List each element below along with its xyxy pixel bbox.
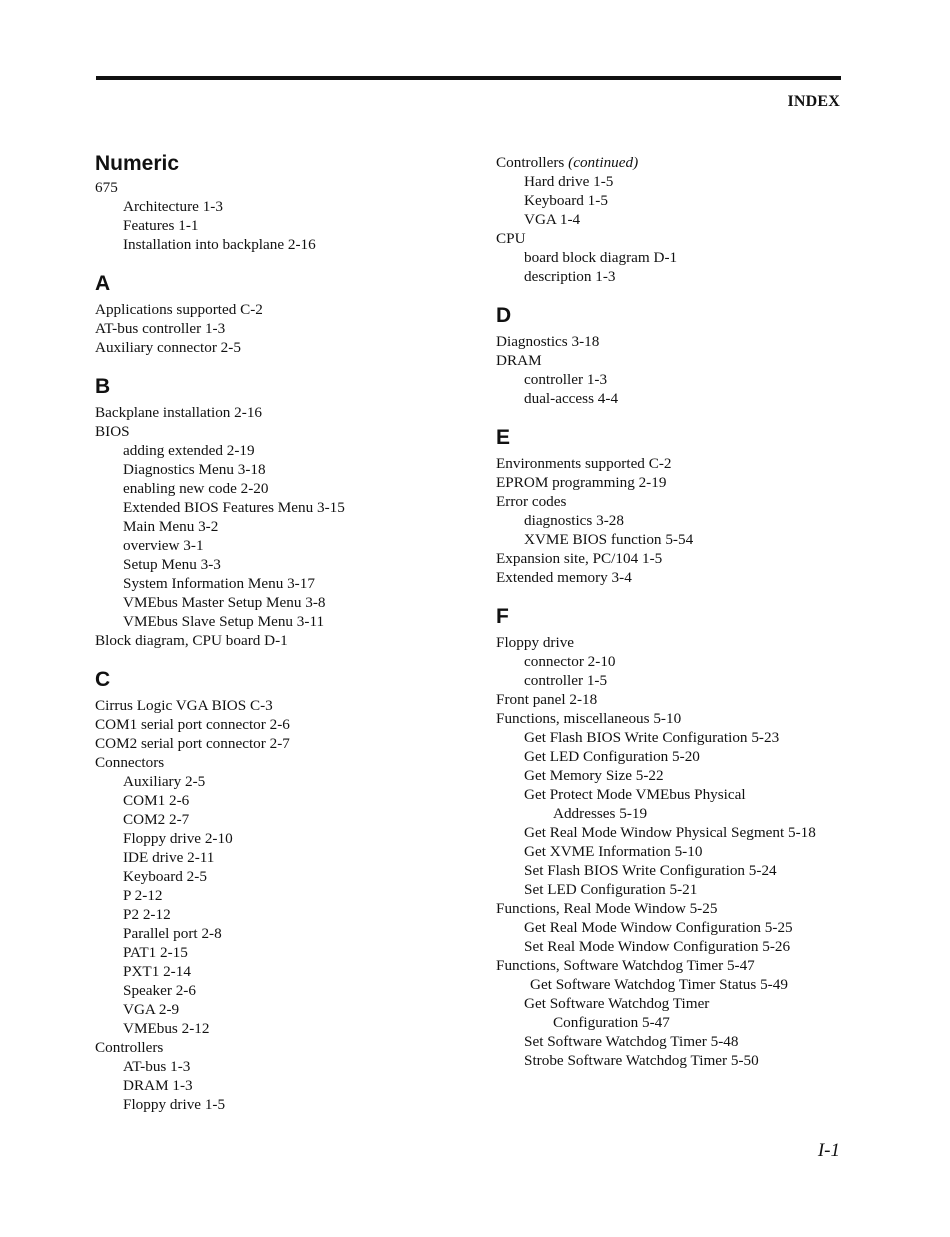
index-subentry: Features 1-1 xyxy=(123,217,199,234)
index-subentry: connector 2-10 xyxy=(524,653,616,670)
page-number: I-1 xyxy=(817,1140,840,1161)
index-entry: Connectors xyxy=(95,754,165,771)
section-a xyxy=(95,272,475,357)
index-subentry: Get XVME Information 5-10 xyxy=(524,843,703,860)
index-subentry: Get Real Mode Window Physical Segment 5-18 xyxy=(524,824,816,841)
index-subentry: Get Real Mode Window Configuration 5-25 xyxy=(524,919,793,936)
index-subentry: COM1 2-6 xyxy=(123,792,190,809)
index-subentry: Strobe Software Watchdog Timer 5-50 xyxy=(524,1052,759,1069)
index-subentry: Installation into backplane 2-16 xyxy=(123,236,316,253)
section-heading: A xyxy=(95,272,111,295)
index-subentry: VGA 2-9 xyxy=(123,1001,180,1018)
index-subentry: Set Software Watchdog Timer 5-48 xyxy=(524,1033,739,1050)
index-subentry: VGA 1-4 xyxy=(524,211,581,228)
index-subentry: diagnostics 3-28 xyxy=(524,512,624,529)
index-subentry: Set Flash BIOS Write Configuration 5-24 xyxy=(524,862,777,879)
section-heading: F xyxy=(496,605,509,628)
section-heading: B xyxy=(95,375,111,398)
section-heading: C xyxy=(95,668,111,691)
section-d xyxy=(496,304,876,408)
index-subentry: Speaker 2-6 xyxy=(123,982,196,999)
index-subentry: Get Flash BIOS Write Configuration 5-23 xyxy=(524,729,780,746)
index-subentry: Set LED Configuration 5-21 xyxy=(524,881,698,898)
index-entry: COM2 serial port connector 2-7 xyxy=(95,735,290,752)
section-controllers-continued xyxy=(496,153,876,286)
index-subentry: Hard drive 1-5 xyxy=(524,173,614,190)
section-e xyxy=(496,426,876,587)
index-subentry: Keyboard 2-5 xyxy=(123,868,207,885)
index-subentry: P 2-12 xyxy=(123,887,163,904)
index-subentry: PAT1 2-15 xyxy=(123,944,188,961)
index-entry: COM1 serial port connector 2-6 xyxy=(95,716,290,733)
index-entry: Floppy drive xyxy=(496,634,575,651)
section-heading: Numeric xyxy=(95,152,180,175)
index-subentry: Floppy drive 1-5 xyxy=(123,1096,226,1113)
index-subentry: Get Software Watchdog Timer xyxy=(524,995,710,1012)
header-rule xyxy=(96,76,841,80)
index-subentry: Main Menu 3-2 xyxy=(123,518,219,535)
index-subentry: PXT1 2-14 xyxy=(123,963,191,980)
index-entry: Functions, miscellaneous 5-10 xyxy=(496,710,682,727)
index-subentry: adding extended 2-19 xyxy=(123,442,255,459)
index-entry: Error codes xyxy=(496,493,567,510)
index-entry: Front panel 2-18 xyxy=(496,691,598,708)
index-subentry: Get Memory Size 5-22 xyxy=(524,767,664,784)
index-subentry: AT-bus 1-3 xyxy=(123,1058,191,1075)
index-subentry: DRAM 1-3 xyxy=(123,1077,193,1094)
index-entry: Functions, Software Watchdog Timer 5-47 xyxy=(496,957,755,974)
index-subentry: COM2 2-7 xyxy=(123,811,190,828)
index-subentry: Architecture 1-3 xyxy=(123,198,223,215)
index-entry: Controllers xyxy=(95,1039,164,1056)
index-subentry: Floppy drive 2-10 xyxy=(123,830,233,847)
section-b xyxy=(95,375,475,650)
index-entry: CPU xyxy=(496,230,526,247)
index-subentry-continuation: Addresses 5-19 xyxy=(553,805,648,822)
index-subentry: Setup Menu 3-3 xyxy=(123,556,221,573)
index-subentry: Get Protect Mode VMEbus Physical xyxy=(524,786,746,803)
index-subentry: VMEbus Master Setup Menu 3-8 xyxy=(123,594,326,611)
index-subentry-continuation: Configuration 5-47 xyxy=(553,1014,670,1031)
index-subentry: description 1-3 xyxy=(524,268,616,285)
index-subentry: Keyboard 1-5 xyxy=(524,192,608,209)
index-subentry: System Information Menu 3-17 xyxy=(123,575,315,592)
entry-title: Controllers xyxy=(496,154,565,171)
index-subentry: Auxiliary 2-5 xyxy=(123,773,206,790)
index-entry: Applications supported C-2 xyxy=(95,301,263,318)
index-subentry: dual-access 4-4 xyxy=(524,390,619,407)
index-entry: Expansion site, PC/104 1-5 xyxy=(496,550,663,567)
index-subentry: enabling new code 2-20 xyxy=(123,480,269,497)
section-heading: D xyxy=(496,304,512,327)
index-subentry: controller 1-5 xyxy=(524,672,608,689)
index-subentry: Set Real Mode Window Configuration 5-26 xyxy=(524,938,791,955)
index-subentry: Parallel port 2-8 xyxy=(123,925,222,942)
index-entry: BIOS xyxy=(95,423,130,440)
index-entry xyxy=(496,153,876,172)
section-f xyxy=(496,605,876,1070)
index-subentry: VMEbus Slave Setup Menu 3-11 xyxy=(123,613,325,630)
index-entry: AT-bus controller 1-3 xyxy=(95,320,226,337)
index-entry: Cirrus Logic VGA BIOS C-3 xyxy=(95,697,273,714)
index-entry: Block diagram, CPU board D-1 xyxy=(95,632,288,649)
continued-label: (continued) xyxy=(568,154,639,171)
section-c xyxy=(95,668,475,1114)
section-numeric xyxy=(95,152,475,254)
index-subentry: Get Software Watchdog Timer Status 5-49 xyxy=(530,976,788,993)
index-entry: DRAM xyxy=(496,352,542,369)
index-entry: Environments supported C-2 xyxy=(496,455,672,472)
index-subentry: Extended BIOS Features Menu 3-15 xyxy=(123,499,345,516)
index-subentry: board block diagram D-1 xyxy=(524,249,678,266)
index-subentry: VMEbus 2-12 xyxy=(123,1020,210,1037)
page-header-title: INDEX xyxy=(787,93,840,110)
index-entry: Functions, Real Mode Window 5-25 xyxy=(496,900,718,917)
section-heading: E xyxy=(496,426,511,449)
left-column xyxy=(95,152,475,1128)
right-column xyxy=(496,153,876,1084)
index-subentry: Get LED Configuration 5-20 xyxy=(524,748,700,765)
index-entry: Diagnostics 3-18 xyxy=(496,333,600,350)
index-entry: Auxiliary connector 2-5 xyxy=(95,339,241,356)
index-subentry: P2 2-12 xyxy=(123,906,171,923)
index-entry: Extended memory 3-4 xyxy=(496,569,632,586)
index-subentry: overview 3-1 xyxy=(123,537,204,554)
index-entry: Backplane installation 2-16 xyxy=(95,404,263,421)
index-subentry: XVME BIOS function 5-54 xyxy=(524,531,694,548)
index-subentry: IDE drive 2-11 xyxy=(123,849,215,866)
index-subentry: Diagnostics Menu 3-18 xyxy=(123,461,266,478)
index-entry: 675 xyxy=(95,179,118,196)
index-subentry: controller 1-3 xyxy=(524,371,608,388)
index-entry: EPROM programming 2-19 xyxy=(496,474,667,491)
